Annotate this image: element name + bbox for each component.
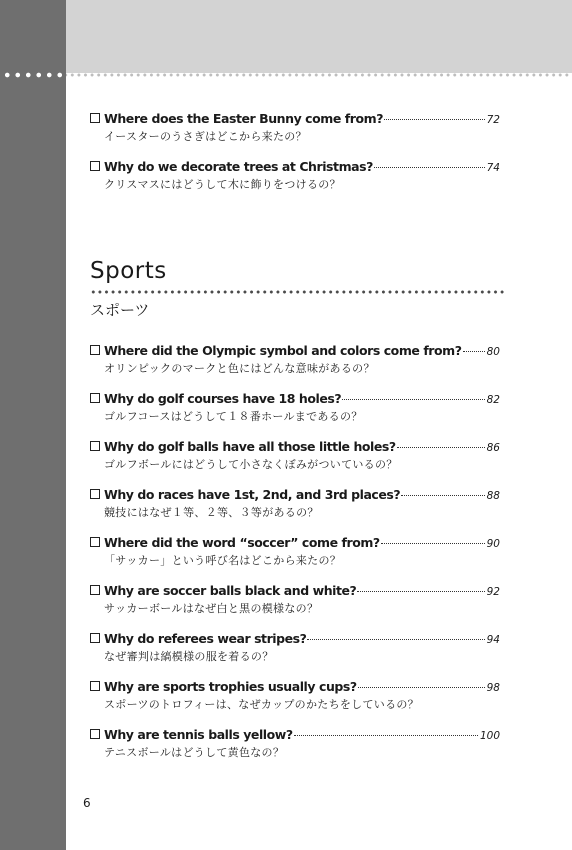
entry-page-number: 80	[486, 346, 500, 358]
entry-title: Why are tennis balls yellow?	[104, 727, 293, 742]
entry-title: Where does the Easter Bunny come from?	[104, 111, 383, 126]
toc-entries-top	[90, 110, 500, 193]
entry-subtitle: イースターのうさぎはどこから来たの？	[104, 130, 307, 143]
entry-title: Why do races have 1st, 2nd, and 3rd places?	[104, 487, 401, 502]
toc-entry	[90, 390, 500, 425]
checkbox-icon	[90, 537, 100, 547]
dotted-divider	[0, 72, 572, 78]
entry-page-number: 92	[486, 586, 500, 598]
entry-subtitle: テニスボールはどうして黄色なの？	[104, 746, 285, 759]
toc-entry	[90, 486, 500, 521]
entry-subtitle: ゴルフコースはどうして１８番ホールまであるの？	[104, 410, 363, 423]
entry-title: Why do referees wear stripes?	[104, 631, 307, 646]
entry-title: Why do golf courses have 18 holes?	[104, 391, 342, 406]
entry-subtitle: クリスマスにはどうして木に飾りをつけるの？	[104, 178, 341, 191]
entry-subtitle: ゴルフボールにはどうして小さなくぼみがついているの？	[104, 458, 398, 471]
dot-leader	[381, 543, 485, 544]
checkbox-icon	[90, 441, 100, 451]
checkbox-icon	[90, 633, 100, 643]
checkbox-icon	[90, 113, 100, 123]
entry-page-number: 82	[486, 394, 500, 406]
left-margin-band	[0, 0, 66, 850]
entry-page-number: 90	[486, 538, 500, 550]
dot-leader	[374, 167, 485, 168]
toc-entry	[90, 534, 500, 569]
toc-entry	[90, 630, 500, 665]
dot-leader	[342, 399, 484, 400]
dot-leader	[401, 495, 484, 496]
dot-leader	[384, 119, 485, 120]
checkbox-icon	[90, 585, 100, 595]
toc-entry	[90, 158, 500, 193]
entry-page-number: 72	[486, 114, 500, 126]
entry-title: Where did the word “soccer” come from?	[104, 535, 380, 550]
toc-entry	[90, 342, 500, 377]
top-header-band	[66, 0, 572, 73]
entry-subtitle: 「サッカー」という呼び名はどこから来たの？	[104, 554, 342, 567]
toc-entry	[90, 582, 500, 617]
entry-subtitle: サッカーボールはなぜ白と黒の模様なの？	[104, 602, 319, 615]
entry-title: Why do we decorate trees at Christmas?	[104, 159, 373, 174]
checkbox-icon	[90, 393, 100, 403]
checkbox-icon	[90, 729, 100, 739]
section-heading: Sports	[90, 258, 167, 284]
dot-leader	[358, 687, 485, 688]
dot-leader	[294, 735, 478, 736]
toc-entry	[90, 678, 500, 713]
toc-entry	[90, 438, 500, 473]
entry-title: Why are soccer balls black and white?	[104, 583, 357, 598]
entry-page-number: 98	[486, 682, 500, 694]
section-dotted-rule	[90, 289, 504, 295]
checkbox-icon	[90, 345, 100, 355]
dotted-divider-light	[66, 72, 572, 78]
dotted-divider-dark	[0, 72, 66, 78]
entry-subtitle: オリンピックのマークと色にはどんな意味があるの？	[104, 362, 375, 375]
checkbox-icon	[90, 681, 100, 691]
dot-leader	[307, 639, 484, 640]
checkbox-icon	[90, 489, 100, 499]
entry-page-number: 86	[486, 442, 500, 454]
toc-entry	[90, 110, 500, 145]
dot-leader	[463, 351, 485, 352]
page-number: 6	[83, 796, 91, 810]
entry-page-number: 100	[479, 730, 500, 742]
entry-page-number: 74	[486, 162, 500, 174]
entry-subtitle: なぜ審判は縞模様の服を着るの？	[104, 650, 274, 663]
toc-entry	[90, 726, 500, 761]
checkbox-icon	[90, 161, 100, 171]
entry-subtitle: 競技にはなぜ１等、２等、３等があるの？	[104, 506, 319, 519]
entry-title: Why do golf balls have all those little holes?	[104, 439, 396, 454]
toc-entries-sports	[90, 342, 500, 761]
entry-title: Why are sports trophies usually cups?	[104, 679, 357, 694]
entry-page-number: 88	[486, 490, 500, 502]
entry-title: Where did the Olympic symbol and colors come from?	[104, 343, 462, 358]
dot-leader	[357, 591, 484, 592]
section-subheading: スポーツ	[90, 301, 150, 319]
dot-leader	[397, 447, 485, 448]
entry-page-number: 94	[486, 634, 500, 646]
entry-subtitle: スポーツのトロフィーは、なぜカップのかたちをしているの？	[104, 698, 419, 711]
